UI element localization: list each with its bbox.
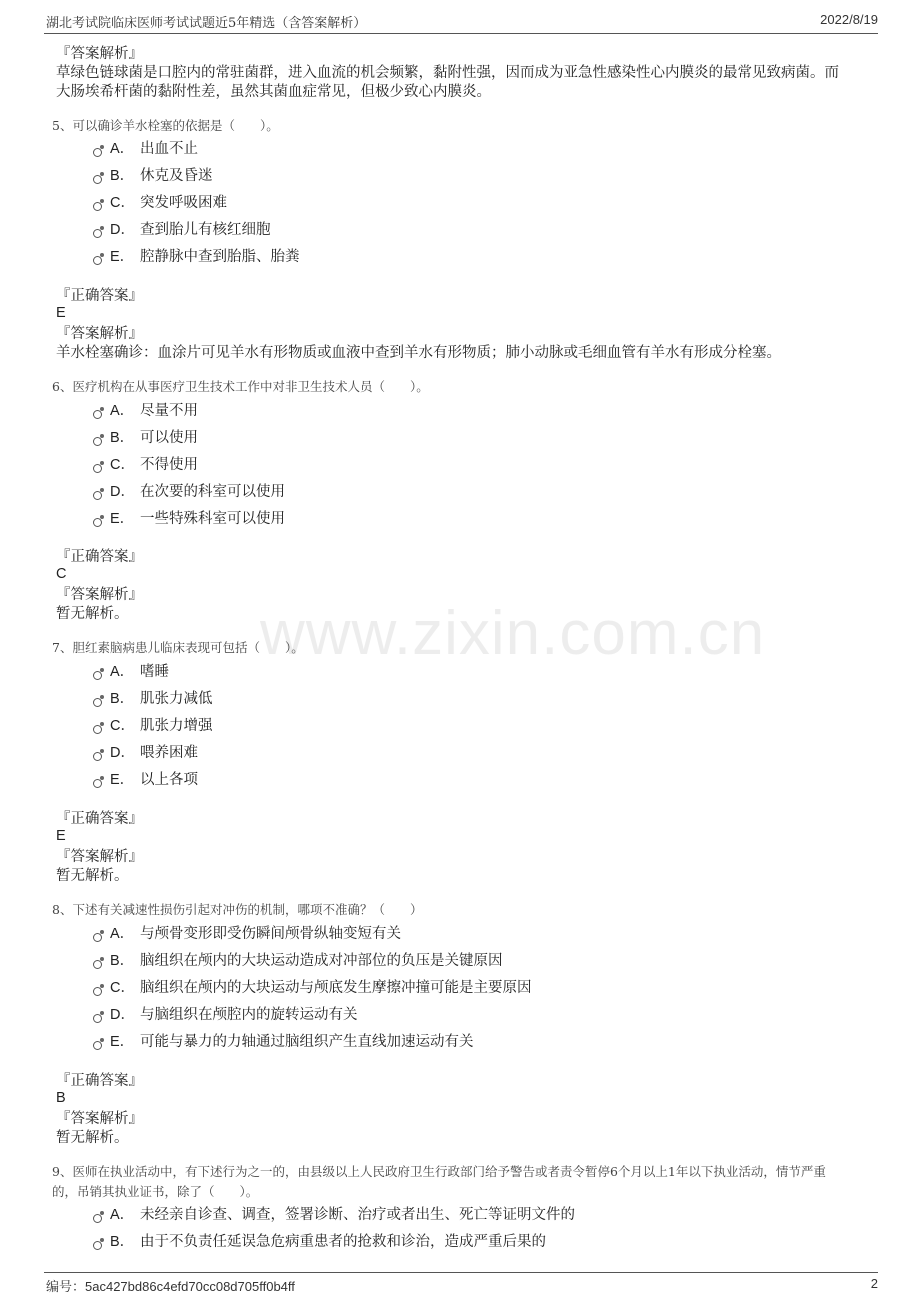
option-5d[interactable]: D． 查到胎儿有核红细胞 (93, 218, 271, 238)
option-5a[interactable]: A． 出血不止 (93, 137, 198, 157)
radio-icon[interactable] (93, 933, 102, 942)
radio-icon[interactable] (93, 1214, 102, 1223)
analysis-text-line: 大肠埃希杆菌的黏附性差，虽然其菌血症常见，但极少致心内膜炎。 (56, 84, 491, 100)
footer-id-label: 编号： (46, 1280, 86, 1295)
radio-icon[interactable] (93, 1041, 102, 1050)
correct-answer: E (56, 305, 66, 321)
option-8d[interactable]: D． 与脑组织在颅腔内的旋转运动有关 (93, 1003, 358, 1023)
option-8e[interactable]: E． 可能与暴力的力轴通过脑组织产生直线加速运动有关 (93, 1030, 474, 1050)
correct-answer-label: 『正确答案』 (56, 811, 143, 827)
analysis-label: 『答案解析』 (56, 587, 143, 603)
radio-icon[interactable] (93, 256, 102, 265)
radio-icon[interactable] (93, 725, 102, 734)
radio-icon[interactable] (93, 491, 102, 500)
analysis-text: 暂无解析。 (56, 1130, 129, 1146)
watermark: www.zixin.com.cn (260, 599, 766, 668)
radio-icon[interactable] (93, 437, 102, 446)
option-7d[interactable]: D． 喂养困难 (93, 741, 198, 761)
radio-icon[interactable] (93, 960, 102, 969)
radio-icon[interactable] (93, 987, 102, 996)
header-title: 湖北考试院临床医师考试试题近5年精选（含答案解析） (46, 16, 367, 31)
correct-answer: B (56, 1090, 66, 1106)
option-5c[interactable]: C． 突发呼吸困难 (93, 191, 227, 211)
header-date: 2022/8/19 (820, 12, 878, 27)
option-7e[interactable]: E． 以上各项 (93, 768, 198, 788)
radio-icon[interactable] (93, 229, 102, 238)
question-stem-5: 5、可以确诊羊水栓塞的依据是（ ）。 (52, 118, 279, 133)
option-7b[interactable]: B． 肌张力减低 (93, 687, 213, 707)
footer-id-code: 5ac427bd86c4efd70cc08d705ff0b4ff (85, 1279, 295, 1294)
correct-answer-label: 『正确答案』 (56, 1073, 143, 1089)
option-5e[interactable]: E． 腔静脉中查到胎脂、胎粪 (93, 245, 300, 265)
radio-icon[interactable] (93, 698, 102, 707)
correct-answer-label: 『正确答案』 (56, 549, 143, 565)
option-6c[interactable]: C． 不得使用 (93, 453, 198, 473)
radio-icon[interactable] (93, 1241, 102, 1250)
radio-icon[interactable] (93, 464, 102, 473)
page-number: 2 (870, 1276, 878, 1291)
option-9a[interactable]: A． 未经亲自诊查、调查，签署诊断、治疗或者出生、死亡等证明文件的 (93, 1203, 575, 1223)
option-7a[interactable]: A． 嗜睡 (93, 660, 169, 680)
analysis-text: 羊水栓塞确诊：血涂片可见羊水有形物质或血液中查到羊水有形物质；肺小动脉或毛细血管有羊水有形成分栓塞。 (56, 345, 781, 361)
radio-icon[interactable] (93, 752, 102, 761)
radio-icon[interactable] (93, 779, 102, 788)
footer-divider (44, 1272, 878, 1273)
analysis-label: 『答案解析』 (56, 1111, 143, 1127)
option-6b[interactable]: B． 可以使用 (93, 426, 198, 446)
option-6a[interactable]: A． 尽量不用 (93, 399, 198, 419)
question-stem-6: 6、医疗机构在从事医疗卫生技术工作中对非卫生技术人员（ ）。 (52, 379, 429, 394)
option-5b[interactable]: B． 休克及昏迷 (93, 164, 213, 184)
radio-icon[interactable] (93, 1014, 102, 1023)
analysis-label: 『答案解析』 (56, 849, 143, 865)
radio-icon[interactable] (93, 671, 102, 680)
analysis-text: 暂无解析。 (56, 606, 129, 622)
correct-answer-label: 『正确答案』 (56, 288, 143, 304)
option-6e[interactable]: E． 一些特殊科室可以使用 (93, 507, 285, 527)
question-stem-9-line: 的，吊销其执业证书，除了（ ）。 (52, 1184, 259, 1199)
footer-id (46, 1276, 295, 1295)
correct-answer: E (56, 828, 66, 844)
header-divider (44, 33, 878, 34)
radio-icon[interactable] (93, 148, 102, 157)
question-stem-8: 8、下述有关减速性损伤引起对冲伤的机制，哪项不准确？（ ） (52, 902, 423, 917)
option-8c[interactable]: C． 脑组织在颅内的大块运动与颅底发生摩擦冲撞可能是主要原因 (93, 976, 532, 996)
option-8a[interactable]: A． 与颅骨变形即受伤瞬间颅骨纵轴变短有关 (93, 922, 401, 942)
radio-icon[interactable] (93, 410, 102, 419)
analysis-text: 暂无解析。 (56, 868, 129, 884)
analysis-label: 『答案解析』 (56, 46, 143, 62)
option-7c[interactable]: C． 肌张力增强 (93, 714, 213, 734)
radio-icon[interactable] (93, 202, 102, 211)
correct-answer: C (56, 566, 67, 582)
analysis-text-line: 草绿色链球菌是口腔内的常驻菌群，进入血流的机会频繁，黏附性强，因而成为亚急性感染性心内膜炎的最常见致病菌。而 (56, 65, 839, 81)
option-6d[interactable]: D． 在次要的科室可以使用 (93, 480, 285, 500)
radio-icon[interactable] (93, 518, 102, 527)
question-stem-9-line: 9、医师在执业活动中，有下述行为之一的，由县级以上人民政府卫生行政部门给予警告或者责令暂停6个月以上1年以下执业活动，情节严重 (52, 1164, 826, 1179)
option-9b[interactable]: B． 由于不负责任延误急危病重患者的抢救和诊治，造成严重后果的 (93, 1230, 546, 1250)
radio-icon[interactable] (93, 175, 102, 184)
question-stem-7: 7、胆红素脑病患儿临床表现可包括（ ）。 (52, 640, 304, 655)
option-8b[interactable]: B． 脑组织在颅内的大块运动造成对冲部位的负压是关键原因 (93, 949, 503, 969)
analysis-label: 『答案解析』 (56, 326, 143, 342)
